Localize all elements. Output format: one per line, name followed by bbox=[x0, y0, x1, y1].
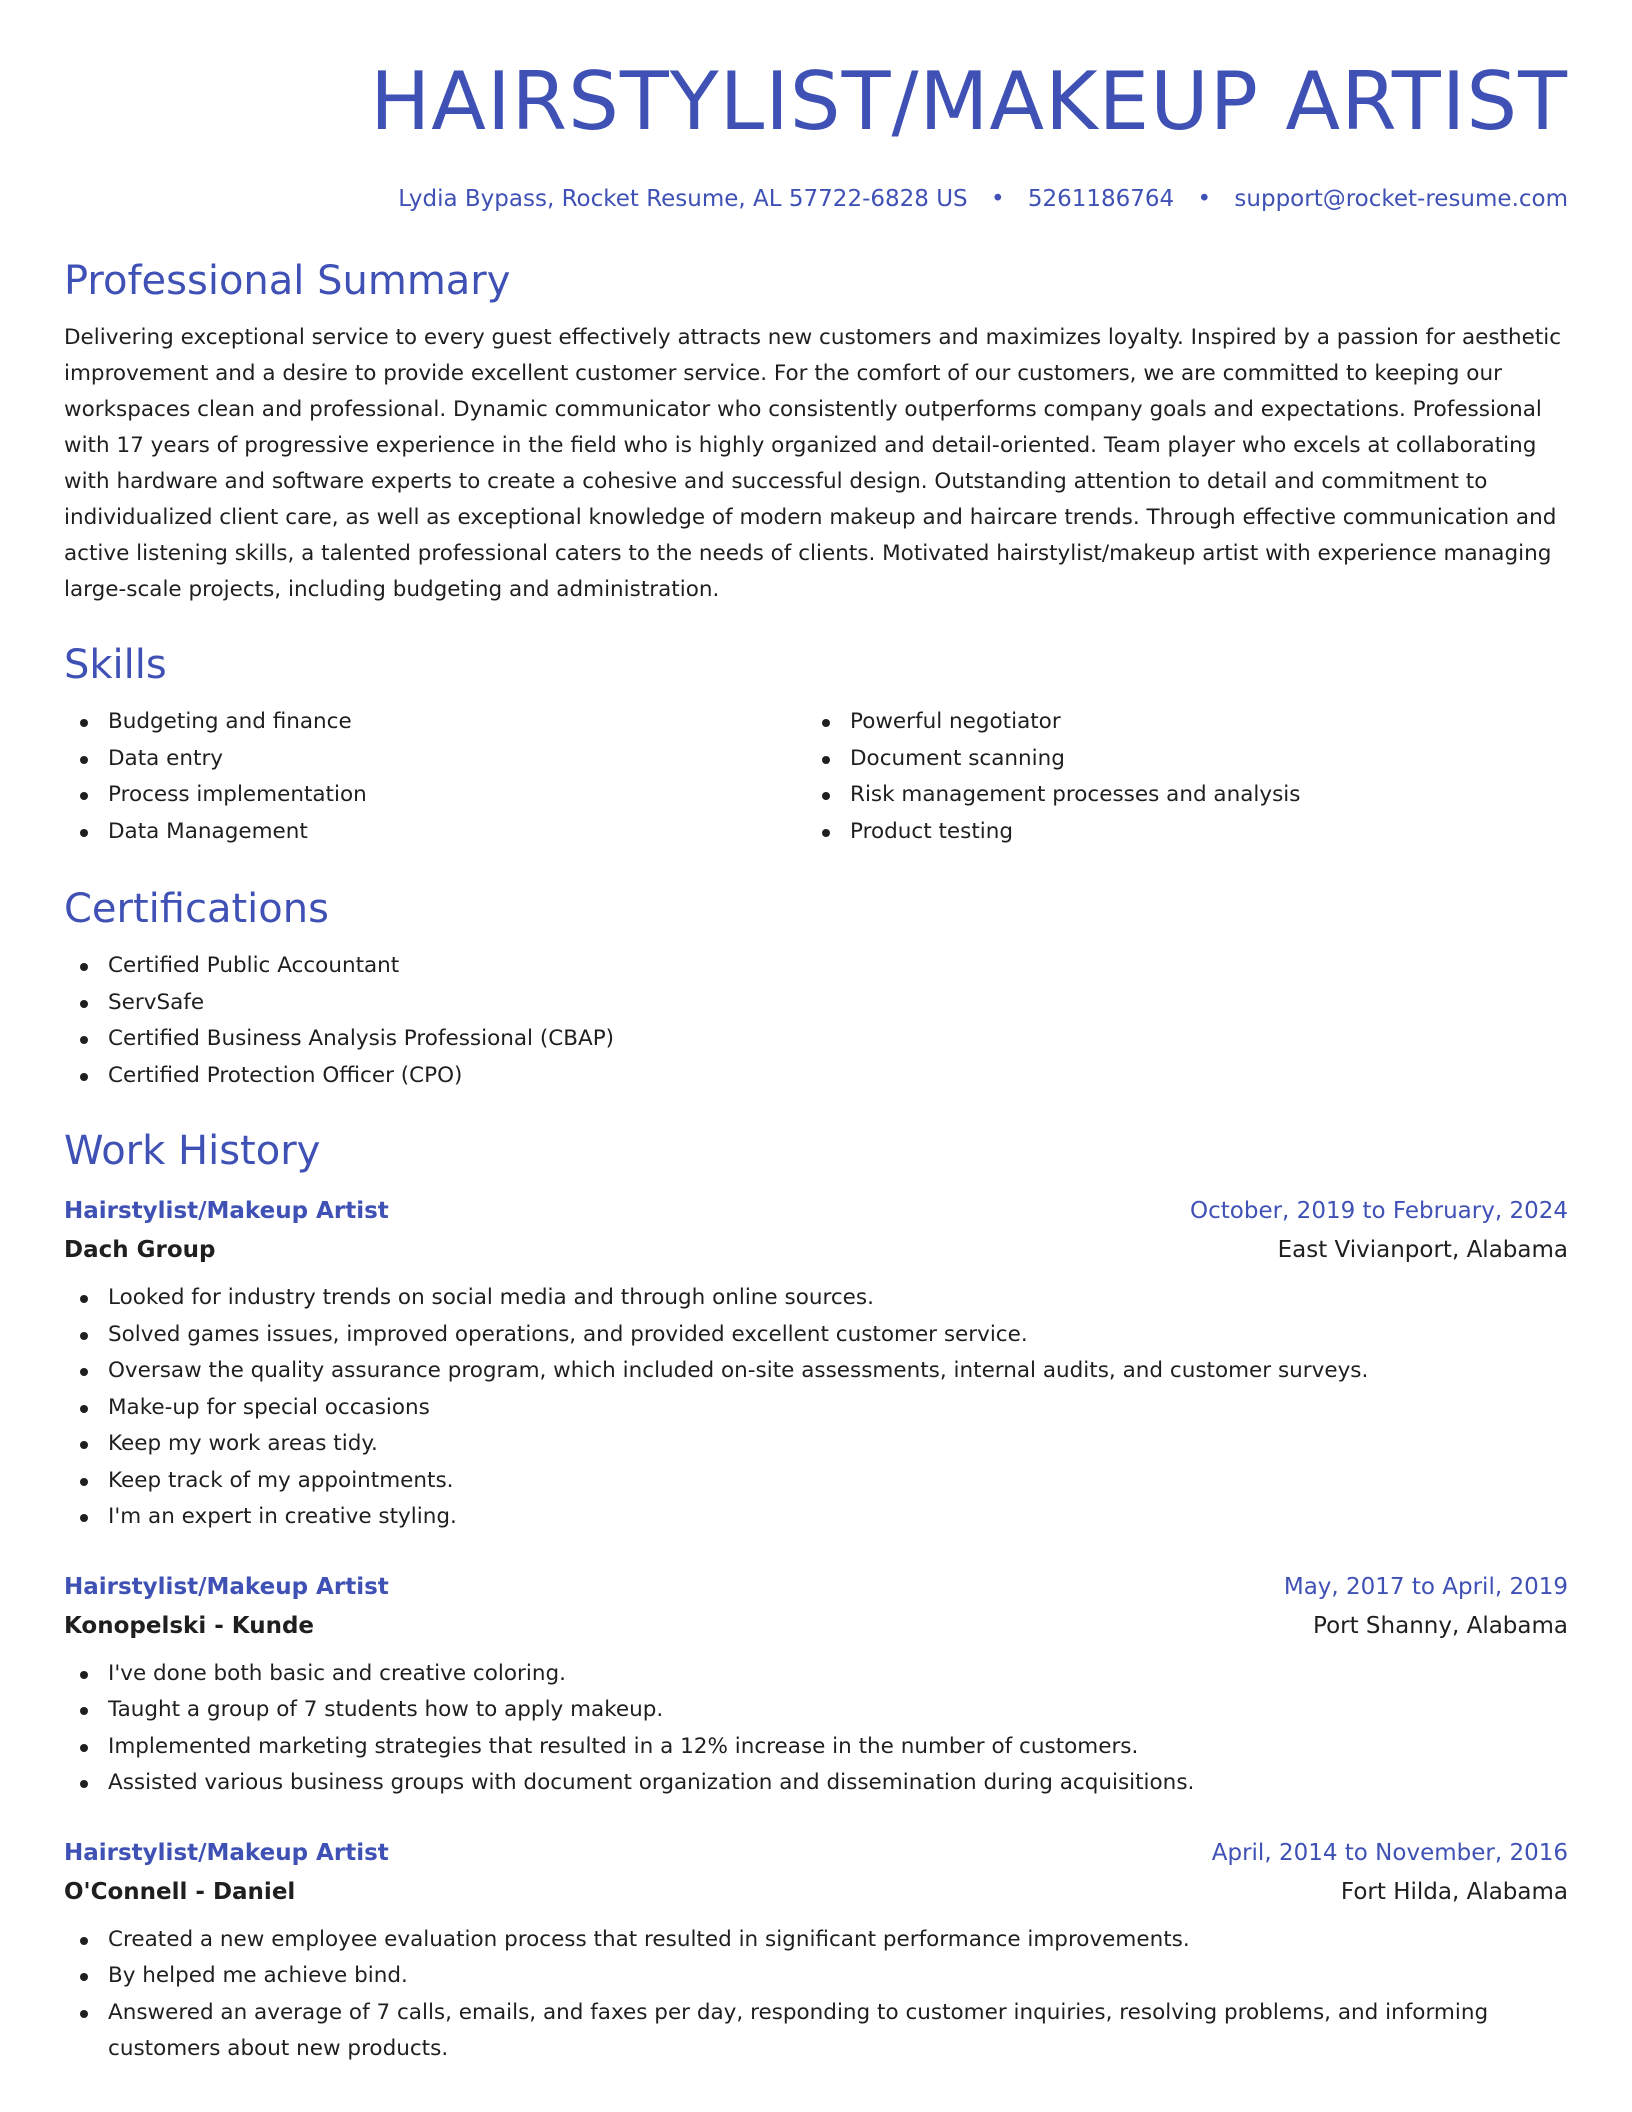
job-bullet: Keep my work areas tidy. bbox=[64, 1426, 1568, 1463]
certification-item: Certified Business Analysis Professional (CBAP) bbox=[64, 1021, 1568, 1058]
job-bullets bbox=[64, 1922, 1568, 2068]
job-title: Hairstylist/Makeup Artist bbox=[64, 1839, 389, 1866]
job-bullet: Implemented marketing strategies that resulted in a 12% increase in the number of customers. bbox=[64, 1729, 1568, 1766]
job-bullet: Taught a group of 7 students how to apply makeup. bbox=[64, 1692, 1568, 1729]
job-bullet: Solved games issues, improved operations, and provided excellent customer service. bbox=[64, 1317, 1568, 1354]
contact-phone: 5261186764 bbox=[1027, 186, 1175, 212]
skills-grid bbox=[64, 704, 1568, 850]
skill-item: Data Management bbox=[64, 814, 806, 851]
contact-email: support@rocket-resume.com bbox=[1234, 186, 1568, 212]
job-header-row bbox=[64, 1192, 1568, 1230]
skills-heading: Skills bbox=[64, 642, 167, 688]
skills-list-right bbox=[806, 704, 1548, 850]
job-bullet: I've done both basic and creative coloring. bbox=[64, 1656, 1568, 1693]
job-bullet: By helped me achieve bind. bbox=[64, 1958, 1568, 1995]
job-title: Hairstylist/Makeup Artist bbox=[64, 1573, 389, 1600]
skill-item: Budgeting and finance bbox=[64, 704, 806, 741]
contact-line bbox=[64, 184, 1568, 214]
job-bullet: Answered an average of 7 calls, emails, and faxes per day, responding to customer inquiries, resolving problems, and informing customers about new products. bbox=[64, 1995, 1568, 2068]
skill-item: Document scanning bbox=[806, 741, 1548, 778]
certification-item: ServSafe bbox=[64, 985, 1568, 1022]
job-company-row bbox=[64, 1872, 1568, 1912]
job-company: O'Connell - Daniel bbox=[64, 1878, 296, 1905]
skill-item: Risk management processes and analysis bbox=[806, 777, 1548, 814]
job-entry bbox=[64, 1834, 1568, 2068]
job-bullet: Created a new employee evaluation process that resulted in significant performance improvements. bbox=[64, 1922, 1568, 1959]
skills-list-left bbox=[64, 704, 806, 850]
skill-item: Data entry bbox=[64, 741, 806, 778]
resume-page bbox=[64, 0, 1568, 2068]
skill-item: Process implementation bbox=[64, 777, 806, 814]
summary-heading: Professional Summary bbox=[64, 258, 511, 304]
job-entry bbox=[64, 1568, 1568, 1802]
certifications-heading: Certifications bbox=[64, 886, 329, 932]
job-bullet: Assisted various business groups with document organization and dissemination during acquisitions. bbox=[64, 1765, 1568, 1802]
job-entry bbox=[64, 1192, 1568, 1536]
work-history-heading: Work History bbox=[64, 1128, 321, 1174]
skill-item: Powerful negotiator bbox=[806, 704, 1548, 741]
job-dates: October, 2019 to February, 2024 bbox=[1190, 1198, 1568, 1224]
contact-address: Lydia Bypass, Rocket Resume, AL 57722-6828 US bbox=[398, 186, 968, 212]
job-title: Hairstylist/Makeup Artist bbox=[64, 1198, 389, 1224]
job-bullet: Make-up for special occasions bbox=[64, 1390, 1568, 1427]
job-bullets bbox=[64, 1656, 1568, 1802]
job-company: Konopelski - Kunde bbox=[64, 1612, 315, 1639]
certification-item: Certified Public Accountant bbox=[64, 948, 1568, 985]
contact-separator: • bbox=[990, 186, 1005, 212]
job-header-row bbox=[64, 1568, 1568, 1606]
job-dates: April, 2014 to November, 2016 bbox=[1211, 1839, 1568, 1866]
resume-name: HAIRSTYLIST/MAKEUP ARTIST bbox=[370, 55, 1568, 148]
contact-separator: • bbox=[1197, 186, 1212, 212]
certification-item: Certified Protection Officer (CPO) bbox=[64, 1058, 1568, 1095]
job-bullet: Oversaw the quality assurance program, which included on-site assessments, internal audits, and customer surveys. bbox=[64, 1353, 1568, 1390]
job-bullet: Looked for industry trends on social media and through online sources. bbox=[64, 1280, 1568, 1317]
job-bullet: I'm an expert in creative styling. bbox=[64, 1499, 1568, 1536]
job-location: Fort Hilda, Alabama bbox=[1340, 1878, 1568, 1905]
job-company: Dach Group bbox=[64, 1237, 216, 1263]
job-company-row bbox=[64, 1230, 1568, 1270]
skill-item: Product testing bbox=[806, 814, 1548, 851]
job-dates: May, 2017 to April, 2019 bbox=[1283, 1573, 1568, 1600]
job-bullet: Keep track of my appointments. bbox=[64, 1463, 1568, 1500]
job-location: Port Shanny, Alabama bbox=[1313, 1612, 1568, 1639]
job-bullets bbox=[64, 1280, 1568, 1536]
summary-text: Delivering exceptional service to every guest effectively attracts new customers and maximizes loyalty. Inspired by a passion for aesthetic improvement and a desire to provide excellent customer service. For the comfort of our customers, we are committed to keeping our workspaces clean and professional. Dynamic communicator who consistently outperforms company goals and expectations. Professional with 17 years of progressive experience in the field who is highly organized and detail-oriented. Team player who excels at collaborating with hardware and software experts to create a cohesive and successful design. Outstanding attention to detail and commitment to individualized client care, as well as exceptional knowledge of modern makeup and haircare trends. Through effective communication and active listening skills, a talented professional caters to the needs of clients. Motivated hairstylist/makeup artist with experience managing large-scale projects, including budgeting and administration. bbox=[64, 325, 1562, 602]
certifications-list bbox=[64, 948, 1568, 1094]
job-company-row bbox=[64, 1606, 1568, 1646]
job-location: East Vivianport, Alabama bbox=[1277, 1237, 1568, 1263]
job-header-row bbox=[64, 1834, 1568, 1872]
